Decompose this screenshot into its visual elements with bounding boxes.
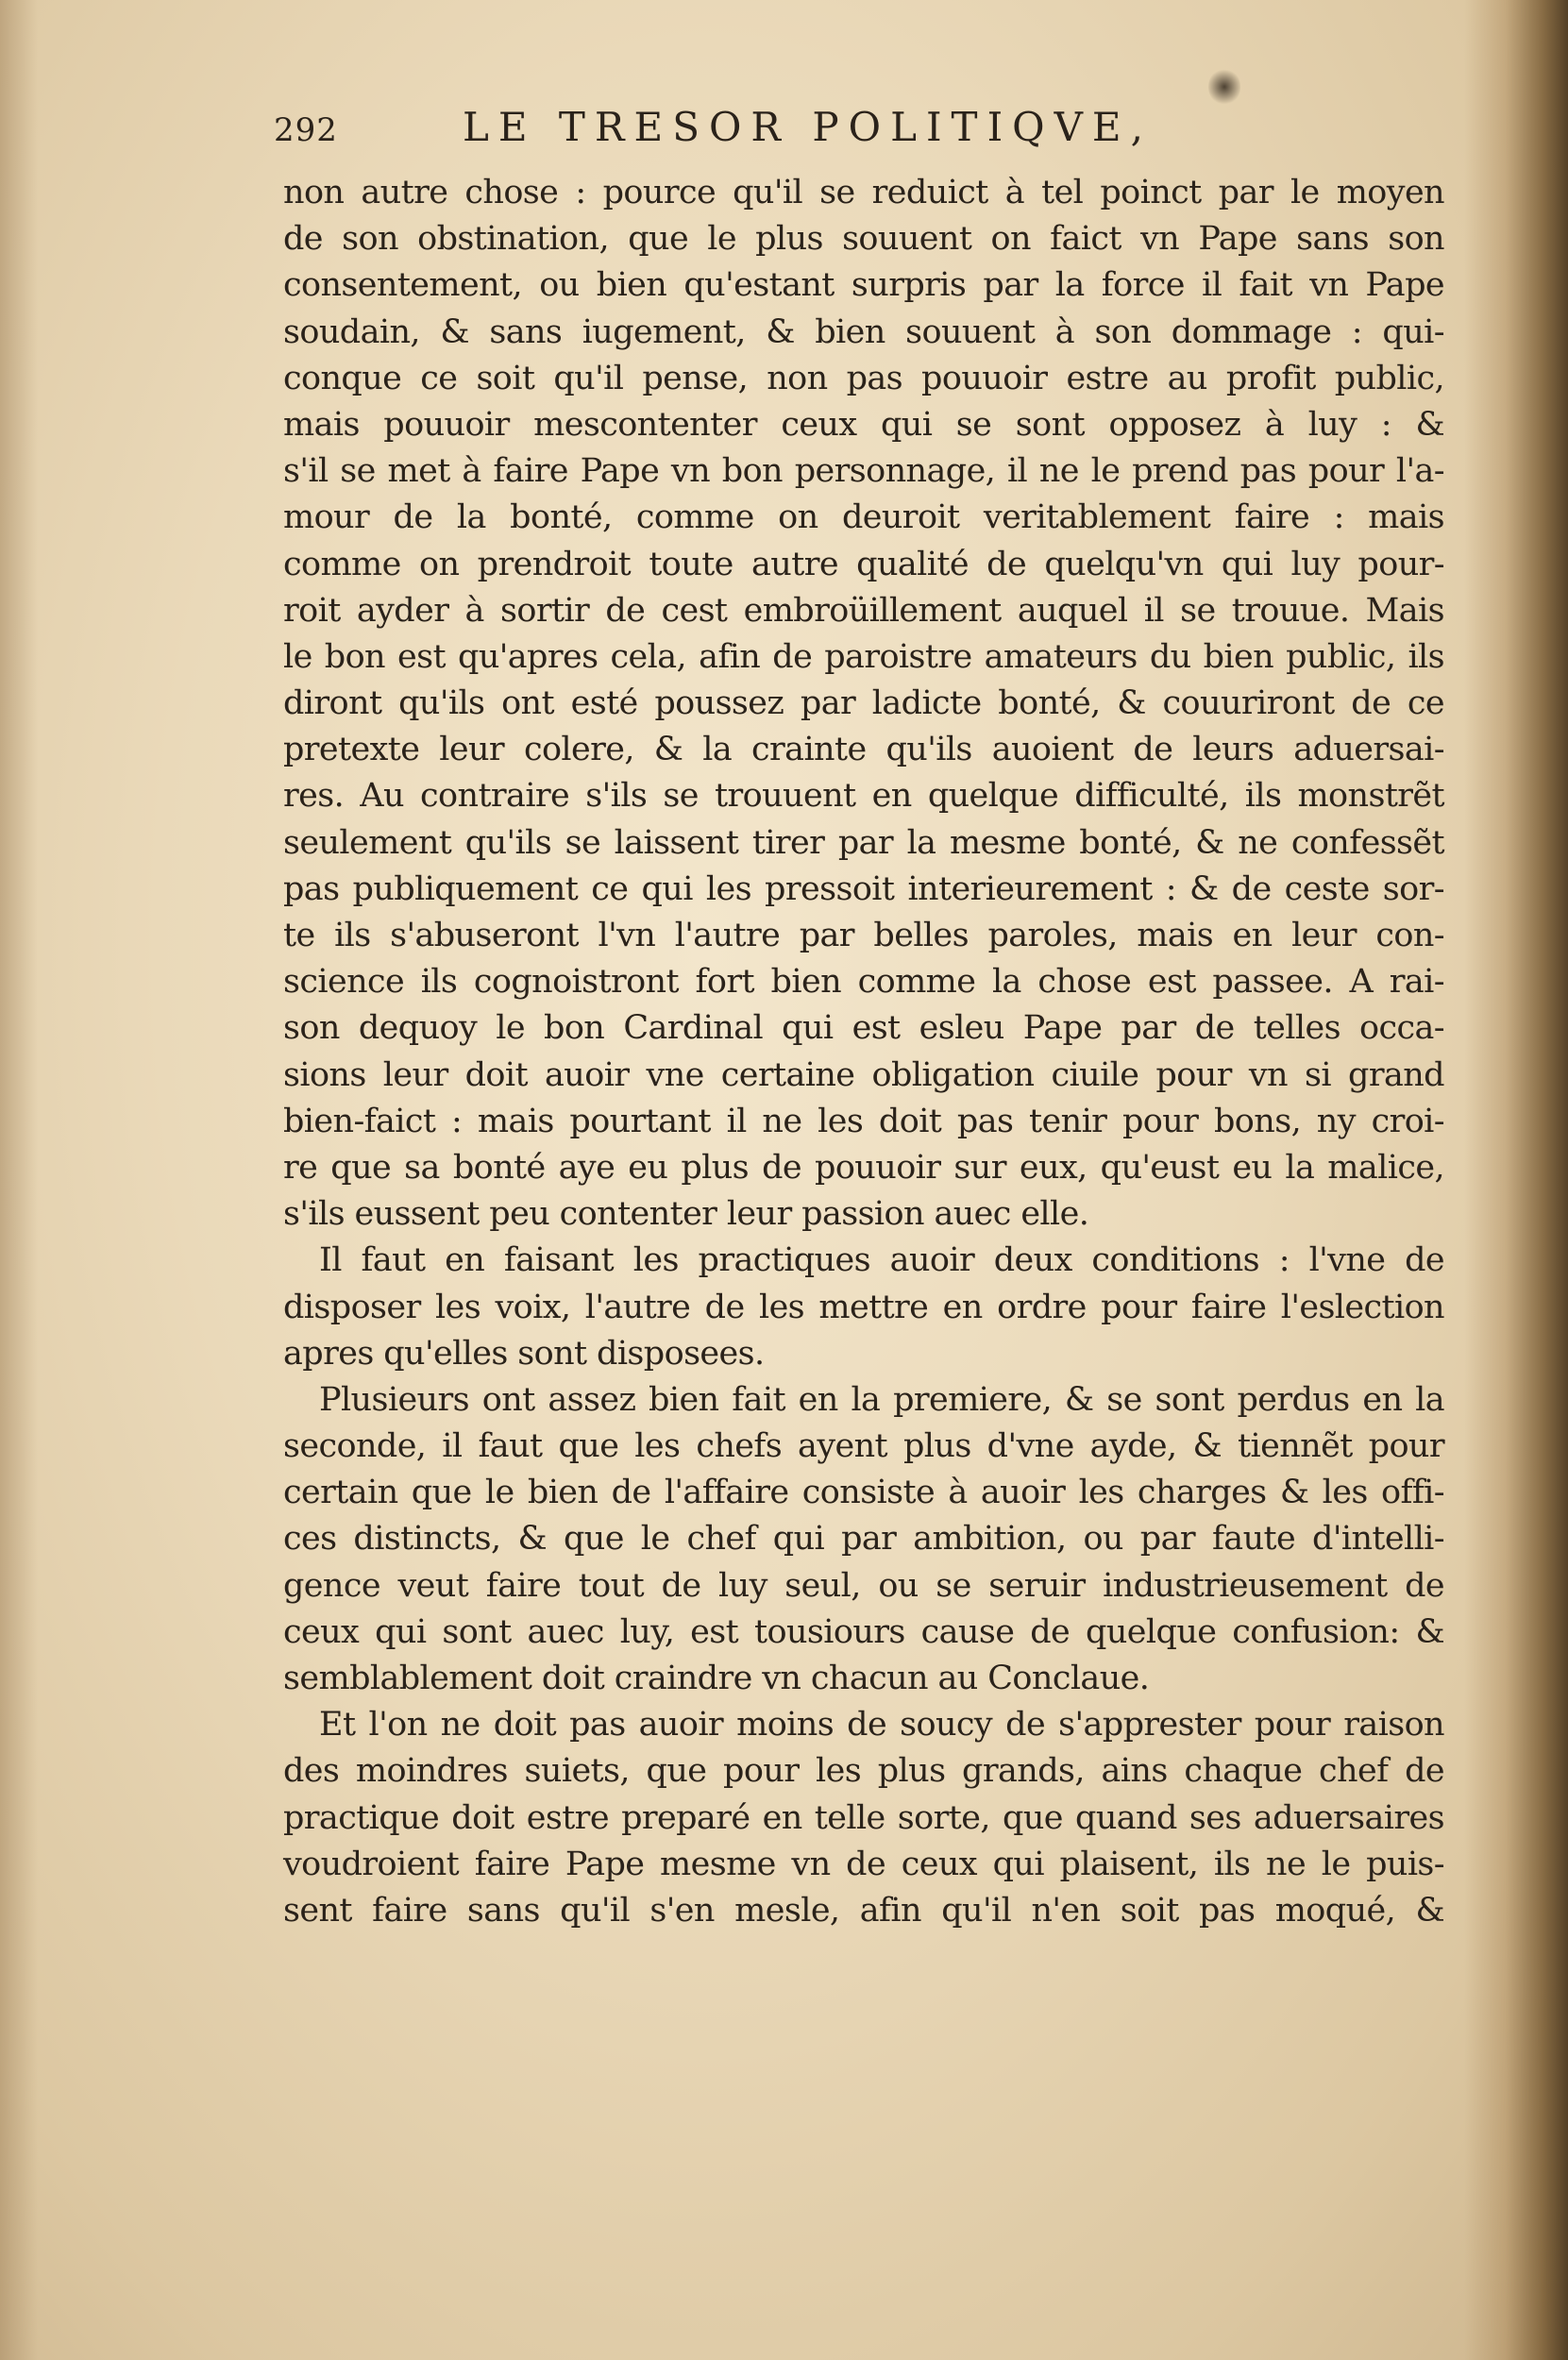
text-line: pretexte leur colere, & la crainte qu'ils auoient de leurs aduersai- [283,731,1444,769]
text-line: res. Au contraire s'ils se trouuent en quelque difficulté, ils monstrẽt [283,777,1444,816]
page-left-edge-shadow [0,0,38,2360]
text-line: science ils cognoistront fort bien comme la chose est passee. A rai- [283,963,1444,1002]
text-line: bien-faict : mais pourtant il ne les doit pas tenir pour bons, ny croi- [283,1102,1444,1140]
text-line: diront qu'ils ont esté poussez par ladicte bonté, & couuriront de ce [283,684,1444,723]
text-line: te ils s'abuseront l'vn l'autre par belles paroles, mais en leur con- [283,917,1444,954]
text-line: conque ce soit qu'il pense, non pas pouuoir estre au profit public, [283,359,1444,397]
text-line: comme on prendroit toute autre qualité de quelqu'vn qui luy pour- [283,545,1444,583]
text-line: s'il se met à faire Pape vn bon personnage, il ne le prend pas pour l'a- [283,452,1444,491]
text-line: son dequoy le bon Cardinal qui est esleu Pape par de telles occa- [283,1009,1444,1048]
text-line: sent faire sans qu'il s'en mesle, afin qu'il n'en soit pas moqué, & [283,1891,1444,1930]
text-line: seulement qu'ils se laissent tirer par la mesme bonté, & ne confessẽt [283,823,1444,862]
text-line: le bon est qu'apres cela, afin de paroistre amateurs du bien public, ils [283,637,1444,676]
text-line: pas publiquement ce qui les pressoit interieurement : & de ceste sor- [283,869,1444,908]
page-number: 292 [274,111,338,149]
text-line: non autre chose : pource qu'il se reduict à tel poinct par le moyen [283,174,1444,211]
text-line: consentement, ou bien qu'estant surpris par la force il fait vn Pape [283,266,1444,305]
text-line: mais pouuoir mescontenter ceux qui se sont opposez à luy : & [283,405,1444,444]
text-line: practique doit estre preparé en telle sorte, que quand ses aduersaires [283,1798,1444,1837]
text-line: Il faut en faisant les practiques auoir deux conditions : l'vne de [319,1241,1444,1280]
text-line: apres qu'elles sont disposees. [283,1334,765,1373]
text-line: Et l'on ne doit pas auoir moins de soucy de s'apprester pour raison [319,1706,1444,1745]
text-line: roit ayder à sortir de cest embroüillement auquel il se trouue. Mais [283,591,1444,630]
text-line: disposer les voix, l'autre de les mettre en ordre pour faire l'eslection [283,1288,1444,1326]
text-line: des moindres suiets, que pour les plus grands, ains chaque chef de [283,1752,1444,1791]
text-line: re que sa bonté aye eu plus de pouuoir sur eux, qu'eust eu la malice, [283,1148,1444,1187]
text-line: soudain, & sans iugement, & bien souuent à son dommage : qui- [283,312,1444,351]
text-line: ces distincts, & que le chef qui par ambition, ou par faute d'intelli- [283,1520,1444,1559]
text-line: gence veut faire tout de luy seul, ou se seruir industrieusement de [283,1566,1444,1605]
text-line: de son obstination, que le plus souuent on faict vn Pape sans son [283,220,1444,259]
text-line: mour de la bonté, comme on deuroit veritablement faire : mais [283,498,1444,537]
text-line: sions leur doit auoir vne certaine obligation ciuile pour vn si grand [283,1055,1444,1094]
text-line: certain que le bien de l'affaire consiste à auoir les charges & les offi- [283,1474,1444,1512]
body-text [283,170,1444,1934]
text-line: seconde, il faut que les chefs ayent plus d'vne ayde, & tiennẽt pour [283,1427,1444,1466]
text-line: ceux qui sont auec luy, est tousiours cause de quelque confusion: & [283,1612,1444,1651]
text-line: s'ils eussent peu contenter leur passion auec elle. [283,1195,1089,1234]
page-header [274,94,1435,160]
page-gutter-shadow [1464,0,1568,2360]
text-line: voudroient faire Pape mesme vn de ceux qui plaisent, ils ne le puis- [283,1845,1444,1883]
running-title: LE TRESOR POLITIQVE, [463,104,1153,150]
text-line: Plusieurs ont assez bien fait en la premiere, & se sont perdus en la [319,1380,1444,1419]
text-line: semblablement doit craindre vn chacun au Conclaue. [283,1660,1150,1697]
